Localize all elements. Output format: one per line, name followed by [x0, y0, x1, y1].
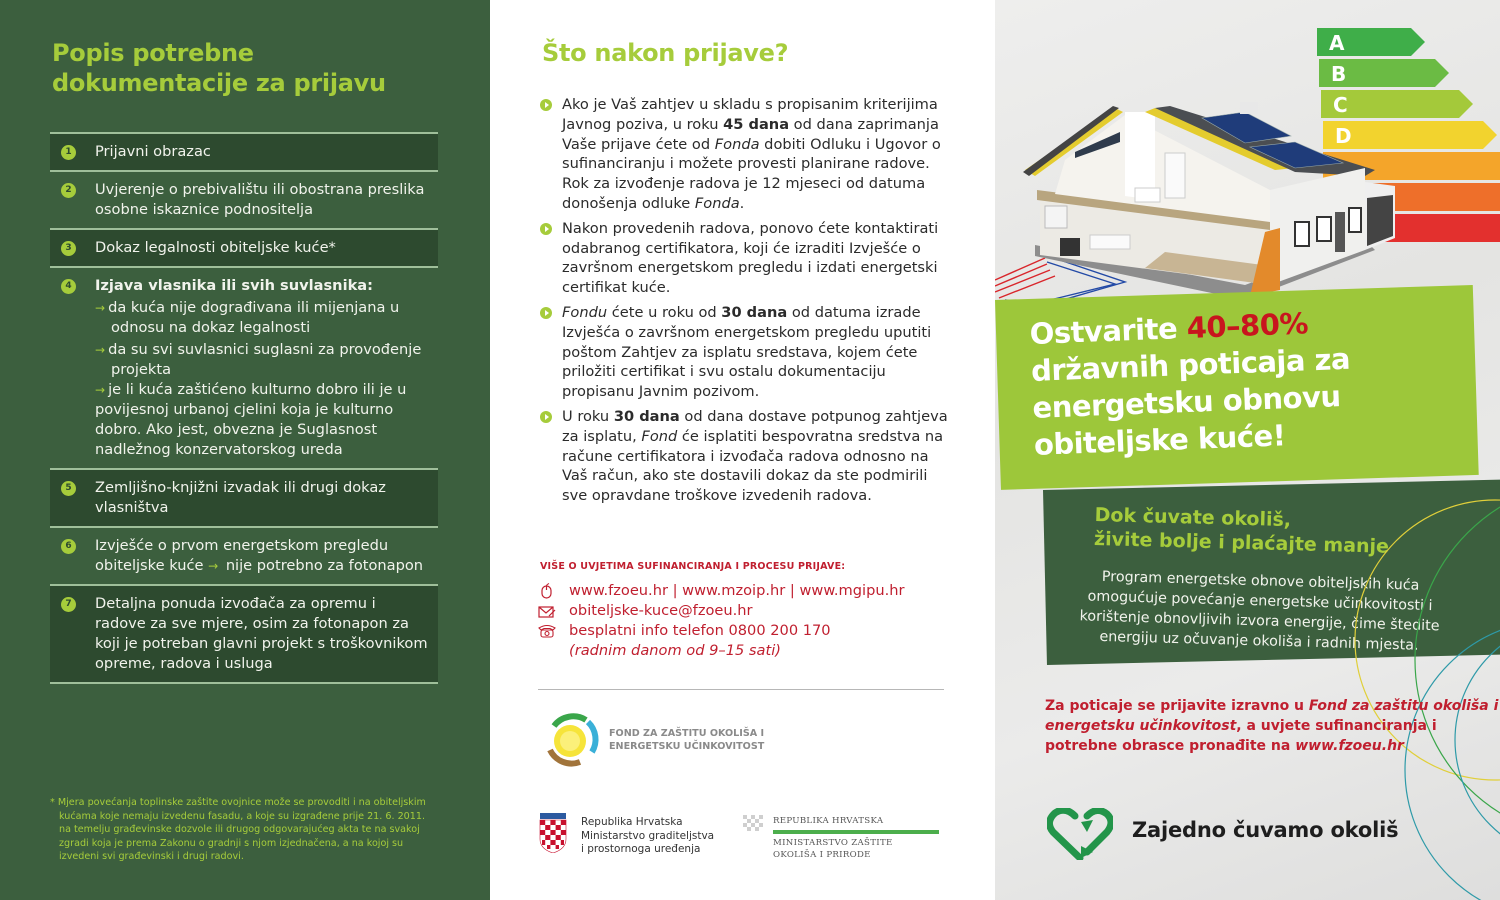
documents-list — [50, 132, 438, 684]
fzoeu-logo-icon — [540, 712, 600, 768]
energy-class-bar — [1319, 59, 1449, 87]
document-text: Izjava vlasnika ili svih suvlasnika: — [95, 277, 373, 294]
number-badge: 2 — [61, 183, 76, 198]
process-panel — [490, 0, 995, 900]
document-item-5 — [50, 470, 438, 528]
promo-panel — [995, 0, 1500, 900]
process-step: Nakon provedenih radova, ponovo ćete kontaktirati odabranog certifikatora, koji će izraditi Izvješće o završnom energetskom pregledu i izdati energetski certifikat kuće. — [538, 219, 948, 298]
headline: Ostvarite 40–80% državnih poticaja za energetsku obnovu obiteljske kuće! — [1029, 306, 1351, 462]
play-bullet-icon — [540, 99, 552, 111]
document-item-7 — [50, 586, 438, 684]
divider — [538, 689, 944, 690]
ministry-environment-bar — [773, 830, 939, 834]
fzoeu-link[interactable]: www.fzoeu.hr — [1295, 738, 1404, 754]
process-step: Ako je Vaš zahtjev u skladu s propisanim kriterijima Javnog poziva, u roku 45 dana od dana zaprimanja Vaše prijave ćete od Fonda dobiti Odluku i Ugovor o sufinanciranju i možete provesti planirane radove. Rok za izvođenje radova je 12 mjeseci od datuma donošenja odluke Fonda. — [538, 95, 948, 214]
subitem: → da su svi suvlasnici suglasni za provođenje projekta — [95, 341, 422, 378]
coat-of-arms-icon — [743, 812, 763, 834]
house-illustration — [995, 0, 1500, 310]
document-item-6 — [50, 528, 438, 586]
document-text: Zemljišno-knjižni izvadak ili drugi dokaz vlasništva — [95, 479, 386, 516]
document-item-2 — [50, 172, 438, 230]
recycle-heart-icon — [1047, 808, 1113, 860]
number-badge: 5 — [61, 481, 76, 496]
number-badge: 4 — [61, 279, 76, 294]
play-bullet-icon — [540, 307, 552, 319]
croatian-coat-of-arms-icon — [538, 813, 568, 853]
document-text: Dokaz legalnosti obiteljske kuće* — [95, 239, 336, 256]
process-step: U roku 30 dana od dana dostave potpunog zahtjeva za isplatu, Fond će isplatiti bespovratna sredstva na račune certifikatora i izvođača radova odnosno na Vaš račun, ako ste dostavili dokaz da ste podmirili sve opravdane troškove izvedenih radova. — [538, 407, 948, 506]
arrow-right-icon: → — [95, 343, 106, 357]
number-badge: 6 — [61, 539, 76, 554]
energy-class-bar — [1317, 28, 1425, 56]
email-link[interactable]: obiteljske-kuce@fzoeu.hr — [569, 602, 753, 619]
document-item-1 — [50, 134, 438, 172]
energy-class-label: B — [1331, 62, 1347, 86]
contact-list — [538, 581, 958, 661]
program-description: Program energetske obnove obiteljskih kuća omogućuje povećanje energetske učinkovitosti i korištenje obnovljivih izvora energije, čime štedite energiju uz očuvanje okoliša i radnih mjesta. — [1079, 568, 1440, 654]
document-text: Uvjerenje o prebivalištu ili obostrana preslika osobne iskaznice podnositelja — [95, 181, 425, 218]
document-text: Izvješće o prvom energetskom pregledu obiteljske kuće — [95, 537, 389, 574]
mouse-icon — [538, 583, 556, 599]
website-links[interactable]: www.fzoeu.hr | www.mzoip.hr | www.mgipu.hr — [569, 582, 905, 599]
process-step: Fondu ćete u roku od 30 dana od datuma izrade Izvješća o završnom energetskom pregledu uputiti poštom Zahtjev za isplatu sredstava, kojem ćete priložiti certifikat i svu ostalu dokumentaciju propisanu Javnim pozivom. — [538, 303, 948, 402]
more-info-heading: VIŠE O UVJETIMA SUFINANCIRANJA I PROCESU PRIJAVE: — [540, 561, 846, 572]
energy-class-label: A — [1329, 31, 1345, 55]
energy-class-label: D — [1335, 124, 1352, 148]
arrow-right-icon: → — [95, 301, 106, 315]
telephone-icon — [538, 623, 556, 639]
contact-hours: (radnim danom od 9–15 sati) — [569, 642, 781, 659]
arrow-right-icon: → — [95, 383, 106, 397]
document-item-4 — [50, 268, 438, 470]
ministry-environment-name: MINISTARSTVO ZAŠTITE OKOLIŠA I PRIRODE — [773, 838, 893, 860]
ministry-construction-name: Republika Hrvatska Ministarstvo graditeljstva i prostornoga uređenja — [581, 816, 715, 855]
process-title: Što nakon prijave? — [542, 39, 789, 67]
energy-class-bar — [1321, 90, 1473, 118]
documents-title: Popis potrebne dokumentacije za prijavu — [52, 39, 386, 97]
number-badge: 1 — [61, 145, 76, 160]
process-steps — [538, 95, 948, 511]
ministry-environment-header: REPUBLIKA HRVATSKA — [773, 816, 884, 826]
contact-web[interactable] — [538, 581, 958, 601]
subsidy-percentage: 40–80% — [1186, 306, 1309, 345]
documents-panel — [0, 0, 490, 900]
apply-info: Za poticaje se prijavite izravno u Fond za zaštitu okoliša i energetsku učinkovitost, a uvjete sufinanciranja i potrebne obrasce pronađite na www.fzoeu.hr — [1045, 698, 1499, 754]
subitem: → je li kuća zaštićeno kulturno dobro ili je u povijesnoj urbanoj cjelini koja je kulturno dobro. Ako jest, obvezna je Suglasnost nadležnog konzervatorskog ureda — [95, 381, 407, 458]
document-text: Detaljna ponuda izvođača za opremu i radove za sve mjere, osim za fotonapon za koji je potreban glavni projekt s troškovnikom opreme, radova i usluga — [95, 595, 428, 672]
energy-class-bar — [1323, 121, 1497, 149]
number-badge: 7 — [61, 597, 76, 612]
energy-class-label: C — [1333, 93, 1348, 117]
phone-number[interactable]: besplatni info telefon 0800 200 170 — [569, 622, 831, 639]
slogan: Dok čuvate okoliš, živite bolje i plaćajte manje — [1093, 503, 1390, 558]
contact-email[interactable] — [538, 601, 958, 621]
fzoeu-name: FOND ZA ZAŠTITU OKOLIŠA I ENERGETSKU UČINKOVITOST — [609, 728, 765, 752]
play-bullet-icon — [540, 411, 552, 423]
document-text: Prijavni obrazac — [95, 143, 211, 160]
document-item-3 — [50, 230, 438, 268]
arrow-right-icon: → — [208, 559, 219, 573]
footnote: * Mjera povećanja toplinske zaštite ovojnice može se provoditi i na obiteljskim kućama koje nemaju izvedenu fasadu, a koje su izgrađene prije 21. 6. 2011. na temelju građevinske dozvole ili drugog odgovarajućeg akta te na svakoj zgradi koja je prema Zakonu o gradnji s njom izjednačena, a na kojoj su izvedeni svi građevinski i drugi radovi. — [50, 797, 426, 862]
contact-phone[interactable] — [538, 621, 958, 641]
brand-slogan: Zajedno čuvamo okoliš — [1132, 818, 1399, 842]
envelope-icon — [538, 603, 556, 619]
number-badge: 3 — [61, 241, 76, 256]
subitem: → da kuća nije dograđivana ili mijenjana u odnosu na dokaz legalnosti — [95, 299, 400, 336]
play-bullet-icon — [540, 223, 552, 235]
document-note: nije potrebno za fotonapon — [225, 557, 424, 574]
